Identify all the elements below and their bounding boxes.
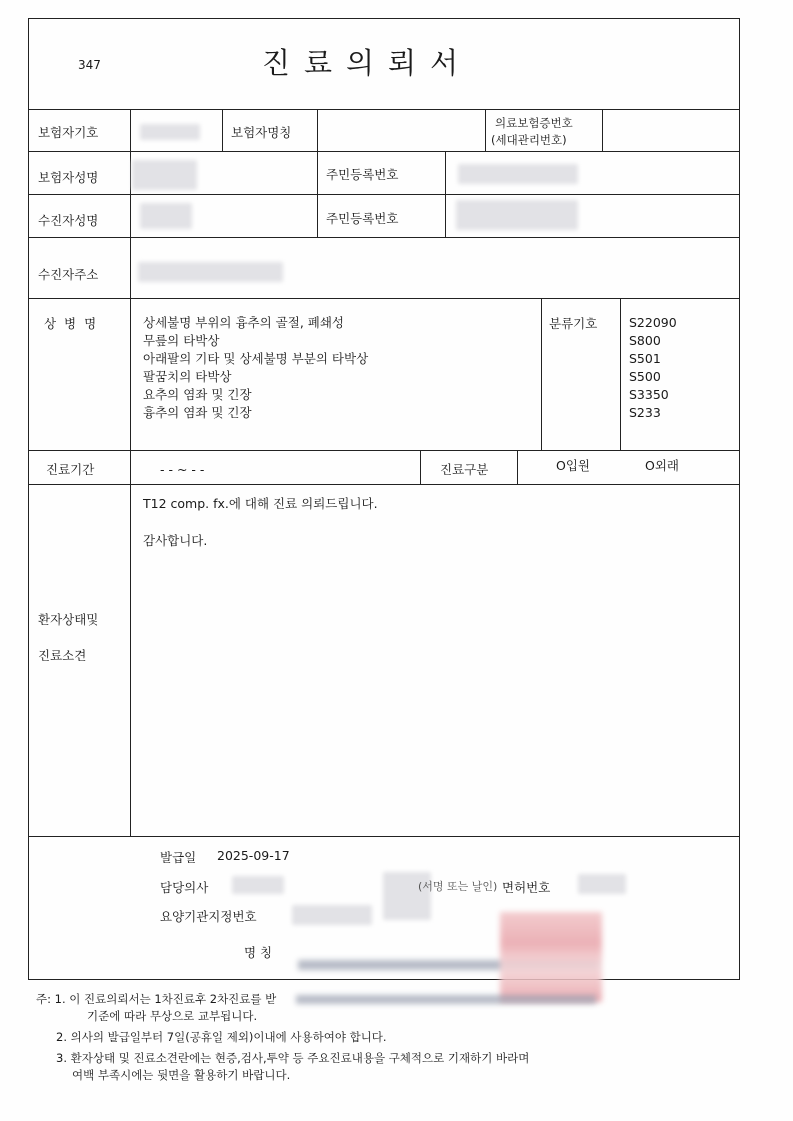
- diagnosis-code: S3350: [629, 387, 669, 402]
- label-patient-name: 수진자성명: [38, 213, 99, 228]
- redacted-resident-no-2: [456, 200, 578, 230]
- diagnosis-name: 상세불명 부위의 흉추의 골절, 폐쇄성: [143, 315, 344, 330]
- diagnosis-name: 요추의 염좌 및 긴장: [143, 387, 252, 402]
- divider-title: [28, 109, 740, 110]
- redacted-license-no: [578, 874, 626, 894]
- redacted-patient-address: [138, 262, 283, 282]
- redacted-insured-person-name: [132, 160, 197, 190]
- label-patient-address: 수진자주소: [38, 267, 99, 282]
- divider-period-a: [420, 450, 421, 484]
- diagnosis-code-list: [629, 314, 677, 422]
- redacted-insured-code: [140, 124, 200, 140]
- divider-r23-a: [317, 151, 318, 237]
- option-inpatient: O입원: [556, 458, 590, 473]
- diagnosis-code: S233: [629, 405, 661, 420]
- diagnosis-name-list: [143, 314, 368, 422]
- diagnosis-code: S800: [629, 333, 661, 348]
- note-1b: 기준에 따라 무상으로 교부됩니다.: [87, 1009, 258, 1023]
- divider-r23-b: [445, 151, 446, 237]
- divider-period-b: [517, 450, 518, 484]
- divider-r1-a: [222, 109, 223, 151]
- redacted-doctor-name: [232, 876, 284, 894]
- divider-row7: [28, 836, 740, 837]
- diagnosis-code: S22090: [629, 315, 677, 330]
- label-patient-status: 환자상태및: [38, 612, 99, 627]
- redacted-institution-stamp: [500, 912, 602, 1002]
- diagnosis-code: S501: [629, 351, 661, 366]
- divider-label-column: [130, 109, 131, 836]
- label-disease-name: 상 병 명: [44, 316, 99, 331]
- label-household-no: (세대관리번호): [491, 133, 567, 147]
- label-insured-person-name: 보험자성명: [38, 170, 99, 185]
- diagnosis-code: S500: [629, 369, 661, 384]
- label-resident-no-2: 주민등록번호: [326, 211, 399, 226]
- label-insured-code: 보험자기호: [38, 125, 99, 140]
- redacted-institution-no: [292, 905, 372, 925]
- label-doctor: 담당의사: [160, 880, 209, 895]
- label-license-no: 면허번호: [502, 880, 551, 895]
- diagnosis-name: 아래팔의 기타 및 상세불명 부분의 타박상: [143, 351, 369, 366]
- redacted-resident-no-1: [458, 164, 578, 184]
- divider-diag-b: [620, 298, 621, 450]
- opinion-line-2: 감사합니다.: [143, 533, 208, 548]
- divider-r1-b: [317, 109, 318, 151]
- divider-row5: [28, 450, 740, 451]
- note-3b: 여백 부족시에는 뒷면을 활용하기 바랍니다.: [72, 1068, 291, 1082]
- divider-r1-d: [602, 109, 603, 151]
- issue-date-value: 2025-09-17: [217, 848, 290, 863]
- label-treatment-period: 진료기간: [46, 462, 95, 477]
- divider-r1-c: [485, 109, 486, 151]
- diagnosis-name: 흉추의 염좌 및 긴장: [143, 405, 252, 420]
- divider-diag-a: [541, 298, 542, 450]
- redacted-patient-name: [140, 203, 192, 229]
- divider-row1: [28, 151, 740, 152]
- diagnosis-name: 팔꿈치의 타박상: [143, 369, 232, 384]
- opinion-line-1: T12 comp. fx.에 대해 진료 의뢰드립니다.: [143, 496, 378, 511]
- label-seal: (서명 또는 날인): [418, 880, 498, 893]
- note-3a: 3. 환자상태 및 진료소견란에는 현증,검사,투약 등 주요진료내용을 구체적으로 기재하기 바라며: [56, 1051, 530, 1065]
- divider-row3: [28, 237, 740, 238]
- footnotes: [36, 991, 529, 1084]
- label-issue-date: 발급일: [160, 850, 197, 865]
- label-insurance-card-no: 의료보험증번호: [495, 116, 573, 130]
- divider-row4: [28, 298, 740, 299]
- note-1a: 주: 1. 이 진료의뢰서는 1차진료후 2차진료를 받: [36, 992, 277, 1006]
- label-institution-name: 명 칭: [244, 945, 273, 960]
- label-institution-no: 요양기관지정번호: [160, 909, 257, 924]
- label-classification-code: 분류기호: [549, 316, 598, 331]
- divider-row2: [28, 194, 740, 195]
- redacted-note-text: [296, 995, 596, 1004]
- page-title: 진료의뢰서: [262, 46, 473, 80]
- label-resident-no-1: 주민등록번호: [326, 167, 399, 182]
- diagnosis-name: 무릎의 타박상: [143, 333, 220, 348]
- label-insured-name-title: 보험자명칭: [231, 125, 292, 140]
- treatment-period-value: - - ~ - -: [160, 462, 205, 477]
- label-clinical-opinion: 진료소견: [38, 648, 87, 663]
- divider-row6: [28, 484, 740, 485]
- note-2: 2. 의사의 발급일부터 7일(공휴일 제외)이내에 사용하여야 합니다.: [56, 1030, 387, 1044]
- option-outpatient: O외래: [645, 458, 679, 473]
- label-treatment-type: 진료구분: [440, 462, 489, 477]
- form-number: 347: [78, 58, 101, 72]
